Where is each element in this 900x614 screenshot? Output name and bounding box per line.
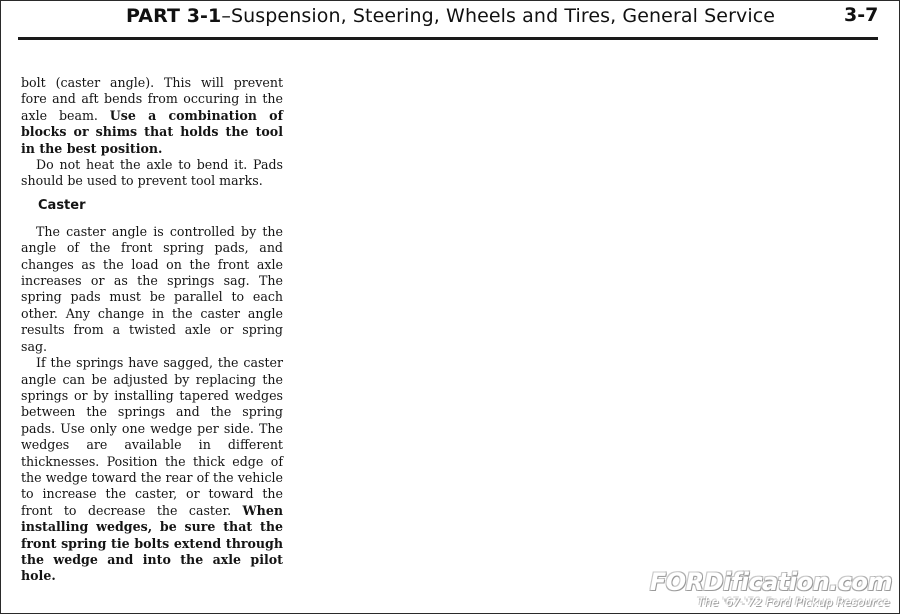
page-number: 3-7: [844, 4, 879, 26]
bold-instruction: Use a combination of blocks or shims that holds the tool in the best position.: [21, 107, 283, 156]
paragraph-text: bolt (caster angle). This will prevent fore and aft bends from occuring in the axle beam.: [21, 75, 283, 123]
section-heading-caster: Caster: [38, 197, 86, 213]
paragraph-caster-intro: The caster angle is controlled by the angle of the front spring pads, and changes as the load on the front axle increases or as the springs sag. The spring pads must be parallel to each other. Any change in the caster angle results from a twisted axle or spring sag.: [21, 223, 283, 354]
watermark: [649, 568, 896, 610]
paragraph-caster-adjust: [21, 355, 283, 585]
watermark-logo: FORDification.com: [649, 568, 892, 596]
watermark-tagline: The '67-'72 Ford Pickup Resource: [697, 595, 890, 609]
paragraph-continued: [21, 75, 283, 157]
header-rule: [18, 37, 878, 40]
section-title: –Suspension, Steering, Wheels and Tires, General Service: [221, 5, 776, 27]
header-title: [126, 5, 775, 27]
paragraph-heat-warning: Do not heat the axle to bend it. Pads should be used to prevent tool marks.: [21, 157, 283, 189]
part-label: PART 3-1: [126, 5, 222, 27]
paragraph-text: If the springs have sagged, the caster angle can be adjusted by replacing the springs or by installing tapered wedges between the springs and the spring pads. Use only one wedge per side. The wedges are available in different thicknesses. Position the thick edge of the wedge toward the rear of the vehicle to increase the caster, or toward the front to decrease the caster.: [21, 355, 283, 518]
page-header: [0, 0, 900, 40]
bold-instruction: When installing wedges, be sure that the front spring tie bolts extend through the wedge and into the axle pilot hole.: [21, 502, 283, 584]
text-column: [21, 75, 283, 585]
